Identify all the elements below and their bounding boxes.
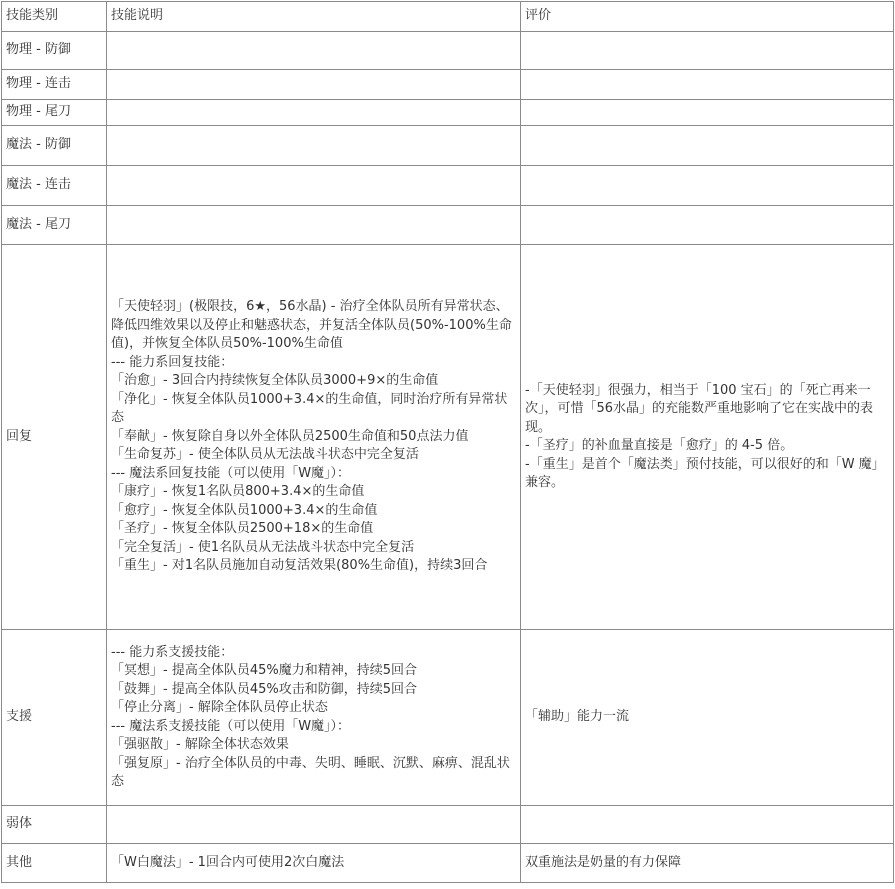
review-line: -「重生」是首个「魔法类」预付技能，可以很好的和「W 魔」兼容。 <box>525 456 885 490</box>
row-category: 支援 <box>2 630 107 806</box>
header-category: 技能类别 <box>2 2 107 32</box>
row-category: 物理 - 防御 <box>2 32 107 70</box>
row-description <box>107 206 521 245</box>
review-line: 「辅助」能力一流 <box>525 709 630 725</box>
row-review <box>521 70 894 100</box>
row-description <box>107 126 521 166</box>
review-line: -「天使轻羽」很强力，相当于「100 宝石」的「死亡再来一次」，可惜「56水晶」的充能数严重地影响了它在实战中的表现。 <box>525 382 874 435</box>
description-line: 「净化」- 恢复全体队员1000+3.4×的生命值，同时治疗所有异常状态 <box>111 391 508 426</box>
row-description <box>107 100 521 126</box>
table-row <box>2 806 894 844</box>
description-line: 「治愈」- 3回合内持续恢复全体队员3000+9×的生命值 <box>111 373 439 389</box>
description-line: 「重生」- 对1名队员施加自动复活效果(80%生命值)，持续3回合 <box>111 558 488 574</box>
header-review: 评价 <box>521 2 894 32</box>
skills-table <box>1 1 894 883</box>
row-description <box>107 70 521 100</box>
row-description <box>107 32 521 70</box>
description-line: 「生命复苏」- 使全体队员从无法战斗状态中完全复活 <box>111 447 419 463</box>
row-category: 回复 <box>2 245 107 630</box>
description-line: 「康疗」- 恢复1名队员800+3.4×的生命值 <box>111 484 365 500</box>
row-category: 其他 <box>2 844 107 883</box>
table-row <box>2 126 894 166</box>
description-line: 「愈疗」- 恢复全体队员1000+3.4×的生命值 <box>111 502 378 518</box>
row-category: 魔法 - 尾刀 <box>2 206 107 245</box>
row-review <box>521 630 894 806</box>
review-line: 双重施法是奶量的有力保障 <box>525 854 682 870</box>
description-line: 「停止分离」- 解除全体队员停止状态 <box>111 700 328 715</box>
row-review <box>521 100 894 126</box>
row-description <box>107 630 521 806</box>
row-category: 魔法 - 连击 <box>2 166 107 206</box>
description-line: 「完全复活」- 使1名队员从无法战斗状态中完全复活 <box>111 539 415 555</box>
row-review <box>521 206 894 245</box>
row-review <box>521 844 894 883</box>
review-line: -「圣疗」的补血量直接是「愈疗」的 4-5 倍。 <box>525 438 794 453</box>
row-category: 物理 - 连击 <box>2 70 107 100</box>
description-line: 「强复原」- 治疗全体队员的中毒、失明、睡眠、沉默、麻痹、混乱状态 <box>111 755 510 789</box>
row-review <box>521 806 894 844</box>
table-row <box>2 70 894 100</box>
row-review <box>521 126 894 166</box>
table-row <box>2 245 894 630</box>
description-line: 「W白魔法」- 1回合内可使用2次白魔法 <box>111 854 345 870</box>
row-review <box>521 166 894 206</box>
row-review <box>521 245 894 630</box>
row-description <box>107 844 521 883</box>
description-line: 「强驱散」- 解除全体状态效果 <box>111 737 289 752</box>
description-line: --- 能力系回复技能： <box>111 354 234 370</box>
row-category: 弱体 <box>2 806 107 844</box>
row-category: 魔法 - 防御 <box>2 126 107 166</box>
description-line: 「奉献」- 恢复除自身以外全体队员2500生命值和50点法力值 <box>111 428 469 444</box>
row-category: 物理 - 尾刀 <box>2 100 107 126</box>
description-line: 「天使轻羽」(极限技，6★，56水晶) - 治疗全体队员所有异常状态、降低四维效果以及停止和魅惑状态，并复活全体队员(50%-100%生命值)，并恢复全体队员50%-100%生命值 <box>111 299 512 352</box>
description-line: 「冥想」- 提高全体队员45%魔力和精神，持续5回合 <box>111 663 417 678</box>
description-line: --- 魔法系回复技能（可以使用「W魔」）： <box>111 465 351 481</box>
description-line: --- 魔法系支援技能（可以使用「W魔」）： <box>111 718 351 734</box>
table-row <box>2 100 894 126</box>
table-row <box>2 206 894 245</box>
row-review <box>521 32 894 70</box>
header-description: 技能说明 <box>107 2 521 32</box>
row-description <box>107 806 521 844</box>
row-description <box>107 166 521 206</box>
table-row <box>2 166 894 206</box>
table-row <box>2 630 894 806</box>
description-line: 「鼓舞」- 提高全体队员45%攻击和防御，持续5回合 <box>111 681 417 697</box>
table-row <box>2 32 894 70</box>
description-line: 「圣疗」- 恢复全体队员2500+18×的生命值 <box>111 521 374 537</box>
row-description <box>107 245 521 630</box>
description-line: --- 能力系支援技能： <box>111 644 234 660</box>
table-header-row <box>2 2 894 32</box>
table-row <box>2 844 894 883</box>
